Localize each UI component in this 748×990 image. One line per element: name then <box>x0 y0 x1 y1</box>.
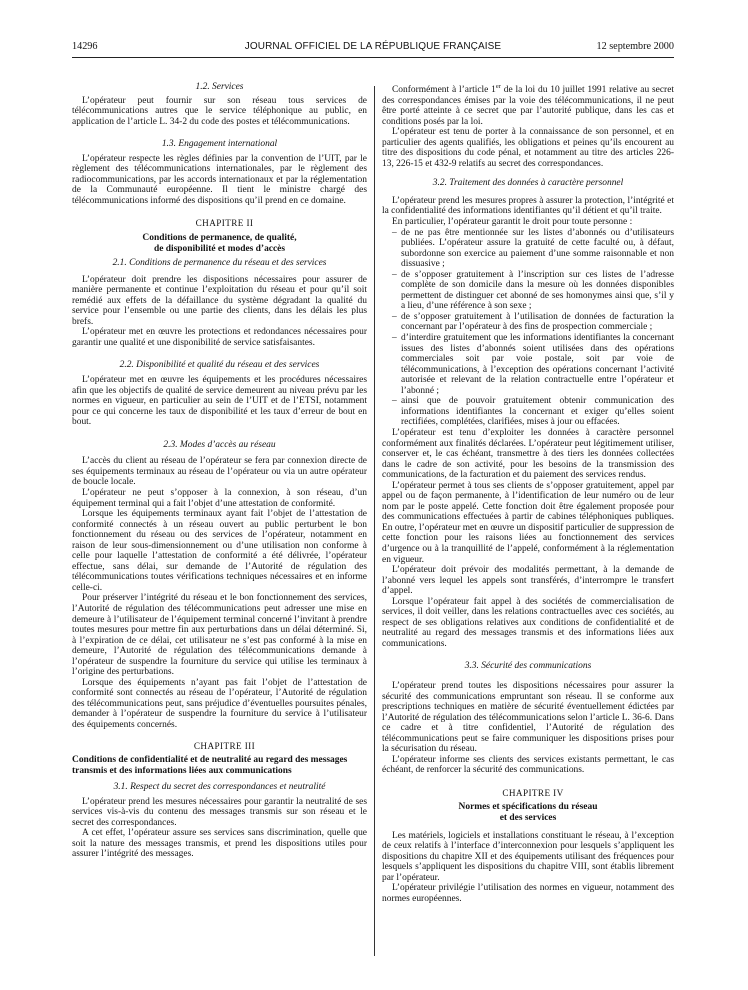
paragraph: L’opérateur met en œuvre les équipements et les procédures nécessaires afin que les objectifs de qualité de service demeurent au niveau prévu par les normes en vigueur, en particulier au sein de l’UIT et de l’ETSI, notamment pour ce qui concerne les taux de disponibilité et les taux d’erreur de bout en bout. <box>72 375 367 428</box>
chapter-title: Normes et spécifications du réseau <box>458 802 598 813</box>
paragraph: L’opérateur informe ses clients des services existants permettant, le cas échéant, de renforcer la sécurité des communications. <box>382 754 674 776</box>
paragraph: L’opérateur prend les mesures propres à assurer la protection, l’intégrité et la confidentialité des informations identifiantes qu’il détient et qu’il traite. <box>382 195 674 217</box>
paragraph: En particulier, l’opérateur garantit le droit pour toute personne : <box>392 217 633 228</box>
list-item: – de s’opposer gratuitement à l’utilisation de données de facturation la concernant par l’opérateur à des fins de prospection commerciale ; <box>392 312 674 333</box>
paragraph: L’accès du client au réseau de l’opérateur se fera par connexion directe de ses équipements terminaux au réseau de l’opérateur ou via un autre opérateur de boucle locale. <box>72 456 367 488</box>
list-item: – ainsi que de pouvoir gratuitement obtenir communication des informations identifiantes la concernant et exiger qu’elles soient rectifiées, complétées, clarifiées, mises à jour ou effacées. <box>392 396 674 428</box>
paragraph: Lorsque des équipements n’ayant pas fait l’objet de l’attestation de conformité sont connectés au réseau de l’opérateur, l’Autorité de régulation des télécommunications peut, sans préjudice d’éventuelles poursuites pénales, demander à l’opérateur de suspendre la fourniture du service à l’utilisateur des équipements concernés. <box>72 677 367 730</box>
chapter-label: CHAPITRE III <box>193 740 256 751</box>
header-rule <box>72 57 674 58</box>
section-heading: 2.2. Disponibilité et qualité du réseau et des services <box>119 360 320 371</box>
paragraph: Les matériels, logiciels et installations constituant le réseau, à l’exception de ceux relatifs à l’interface d’interconnexion pour lesquels s’appliquent les dispositions du chapitre XII et des équipements utilisant des fréquences pour lesquels s’appliquent les dispositions du chapitre VIII, sont établis librement par l’opérateur. <box>382 830 674 883</box>
list-item: – de ne pas être mentionnée sur les listes d’abonnés ou d’utilisateurs publiées. L’opérateur assure la gratuité de cette faculté ou, à défaut, subordonne son exercice au paiement d’une somme raisonnable et non dissuasive ; <box>392 228 674 270</box>
paragraph: A cet effet, l’opérateur assure ses services sans discrimination, quelle que soit la nature des messages transmis, et prend les dispositions utiles pour assurer l’intégrité des messages. <box>72 828 367 860</box>
paragraph: L’opérateur est tenu d’exploiter les données à caractère personnel conformément aux finalités déclarées. L’opérateur peut légitimement utiliser, conserver et, le cas échéant, transmettre à des tiers les données collectées dans le cadre de son activité, pour les besoins de la transmission des communications, de la facturation et du paiement des services rendus. <box>382 427 674 481</box>
section-heading: 3.1. Respect du secret des correspondances et neutralité <box>113 782 326 793</box>
paragraph: Pour préserver l’intégrité du réseau et le bon fonctionnement des services, l’Autorité de régulation des télécommunications peut adresser une mise en demeure à l’utilisateur de l’équipement terminal concerné l’invitant à prendre toutes mesures pour mettre fin aux perturbations dans un délai déterminé. Si, à l’expiration de ce délai, cet utilisateur ne s’est pas conformé à la mise en demeure, l’Autorité de régulation des télécommunications demande à l’opérateur de suspendre la fourniture du service qui utilise les terminaux à l’origine des perturbations. <box>72 593 367 678</box>
rights-list <box>382 228 674 428</box>
list-item: – d’interdire gratuitement que les informations identifiantes la concernant issues des listes d’abonnés soient utilisées dans des opérations commerciales soit par voie postale, soit par voie de télécommunications, à l’exception des opérations concernant l’activité autorisée et relevant de la relation contractuelle entre l’opérateur et l’abonné ; <box>392 333 674 396</box>
chapter-title: de disponibilité et modes d’accès <box>153 243 286 254</box>
chapter-title: Conditions de permanence, de qualité, <box>142 233 297 244</box>
section-heading: 3.2. Traitement des données à caractère personnel <box>432 178 624 189</box>
paragraph: L’opérateur est tenu de porter à la connaissance de son personnel, et en particulier des agents qualifiés, les obligations et peines qu’ils encourent au titre des dispositions du code pénal, et notamment au titre des articles 226-13, 226-15 et 432-9 relatifs au secret des correspondances. <box>382 127 674 169</box>
paragraph: Lorsque l’opérateur fait appel à des sociétés de commercialisation de services, il doit veiller, dans les relations contractuelles avec ces sociétés, au respect de ses obligations relatives aux conditions de confidentialité et de neutralité au regard des messages transmis et des informations liées aux communications. <box>382 596 674 649</box>
paragraph: L’opérateur prend les mesures nécessaires pour garantir la neutralité de ses services vis-à-vis du contenu des messages transmis sur son réseau et le secret des correspondances. <box>72 796 367 828</box>
section-heading: 2.1. Conditions de permanence du réseau et des services <box>112 258 327 269</box>
section-heading: 2.3. Modes d’accès au réseau <box>163 439 276 450</box>
paragraph: L’opérateur respecte les règles définies par la convention de l’UIT, par le règlement des télécommunications internationales, par le règlement des radiocommunications, par les accords internationaux et par la réglementation de la Communauté européenne. Il tient le ministre chargé des télécommunications informé des dispositions qu’il prend en ce domaine. <box>72 153 367 206</box>
paragraph: L’opérateur met en œuvre les protections et redondances nécessaires pour garantir une qualité et une disponibilité de service satisfaisantes. <box>72 327 367 348</box>
section-heading: 1.2. Services <box>195 82 244 92</box>
paragraph: L’opérateur permet à tous ses clients de s’opposer gratuitement, appel par appel ou de façon permanente, à l’identification de leur numéro ou de leur nom par le poste appelé. Cette fonction doit être également proposée pour des communications effectuées à partir de cabines téléphoniques publiques. En outre, l’opérateur met en œuvre un dispositif particulier de suppression de cette fonction pour les raisons liées au fonctionnement des services d’urgence ou à la tranquillité de l’appelé, conformément à la réglementation en vigueur. <box>382 480 674 565</box>
paragraph: Conformément à l’article 1er de la loi du 10 juillet 1991 relative au secret des correspondances émises par la voie des télécommunications, il ne peut être porté atteinte à ce secret que par l’autorité publique, dans les cas et conditions posés par la loi. <box>382 82 675 127</box>
chapter-title: et des services <box>499 813 557 823</box>
list-item: – de s’opposer gratuitement à l’inscription sur ces listes de l’adresse complète de son domicile dans la mesure où les données disponibles permettent de distinguer cet abonné de ses homonymes ainsi que, s’il y a lieu, d’une référence à son sexe ; <box>392 270 674 312</box>
paragraph: L’opérateur privilégie l’utilisation des normes en vigueur, notamment des normes européennes. <box>382 883 674 904</box>
right-column <box>382 82 675 904</box>
paragraph: L’opérateur prend toutes les dispositions nécessaires pour assurer la sécurité des communications empruntant son réseau. Il se conforme aux prescriptions techniques en matière de sécurité éventuellement édictées par l’Autorité de régulation des télécommunications selon l’article L. 36-6. Dans ce cadre et à titre confidentiel, l’Autorité de régulation des télécommunications peut se faire communiquer les dispositions prises pour la sécurisation du réseau. <box>382 680 674 755</box>
chapter-title: Conditions de confidentialité et de neutralité au regard des messages transmis et des informations liées aux communications <box>72 755 348 776</box>
left-column <box>72 82 367 860</box>
paragraph: L’opérateur peut fournir sur son réseau tous services de télécommunications autres que le service téléphonique au public, en application de l’article L. 34-2 du code des postes et télécommunications. <box>72 95 367 127</box>
page-number: 14296 <box>72 41 98 52</box>
section-heading: 3.3. Sécurité des communications <box>464 661 592 672</box>
paragraph: L’opérateur doit prévoir des modalités permettant, à la demande de l’abonné vers lequel les appels sont transférés, d’interrompre le transfert d’appel. <box>382 565 674 597</box>
page-header <box>72 40 674 54</box>
publication-date: 12 septembre 2000 <box>596 41 674 52</box>
paragraph: Lorsque les équipements terminaux ayant fait l’objet de l’attestation de conformité connectés à un réseau ouvert au public perturbent le bon fonctionnement du réseau ou des services de l’opérateur, notamment en raison de leur sous-dimensionnement ou d’une utilisation non conforme à celle pour laquelle l’attestation de conformité a été délivrée, l’opérateur effectue, sans délai, sur demande de l’Autorité de régulation des télécommunications toutes vérifications techniques nécessaires et en informe celle-ci. <box>72 509 367 593</box>
chapter-label: CHAPITRE IV <box>502 787 564 798</box>
paragraph: L’opérateur doit prendre les dispositions nécessaires pour assurer de manière permanente et continue l’exploitation du réseau et pour qu’il soit remédié aux effets de la défaillance du système dégradant la qualité du service pour l’ensemble ou une partie des clients, dans les délais les plus brefs. <box>72 274 367 327</box>
section-heading: 1.3. Engagement international <box>161 139 278 150</box>
paragraph: L’opérateur ne peut s’opposer à la connexion, à son réseau, d’un équipement terminal qui a fait l’objet d’une attestation de conformité. <box>72 487 367 509</box>
chapter-label: CHAPITRE II <box>195 218 254 229</box>
journal-title: JOURNAL OFFICIEL DE LA RÉPUBLIQUE FRANÇAISE <box>244 41 502 52</box>
column-divider <box>374 86 375 956</box>
